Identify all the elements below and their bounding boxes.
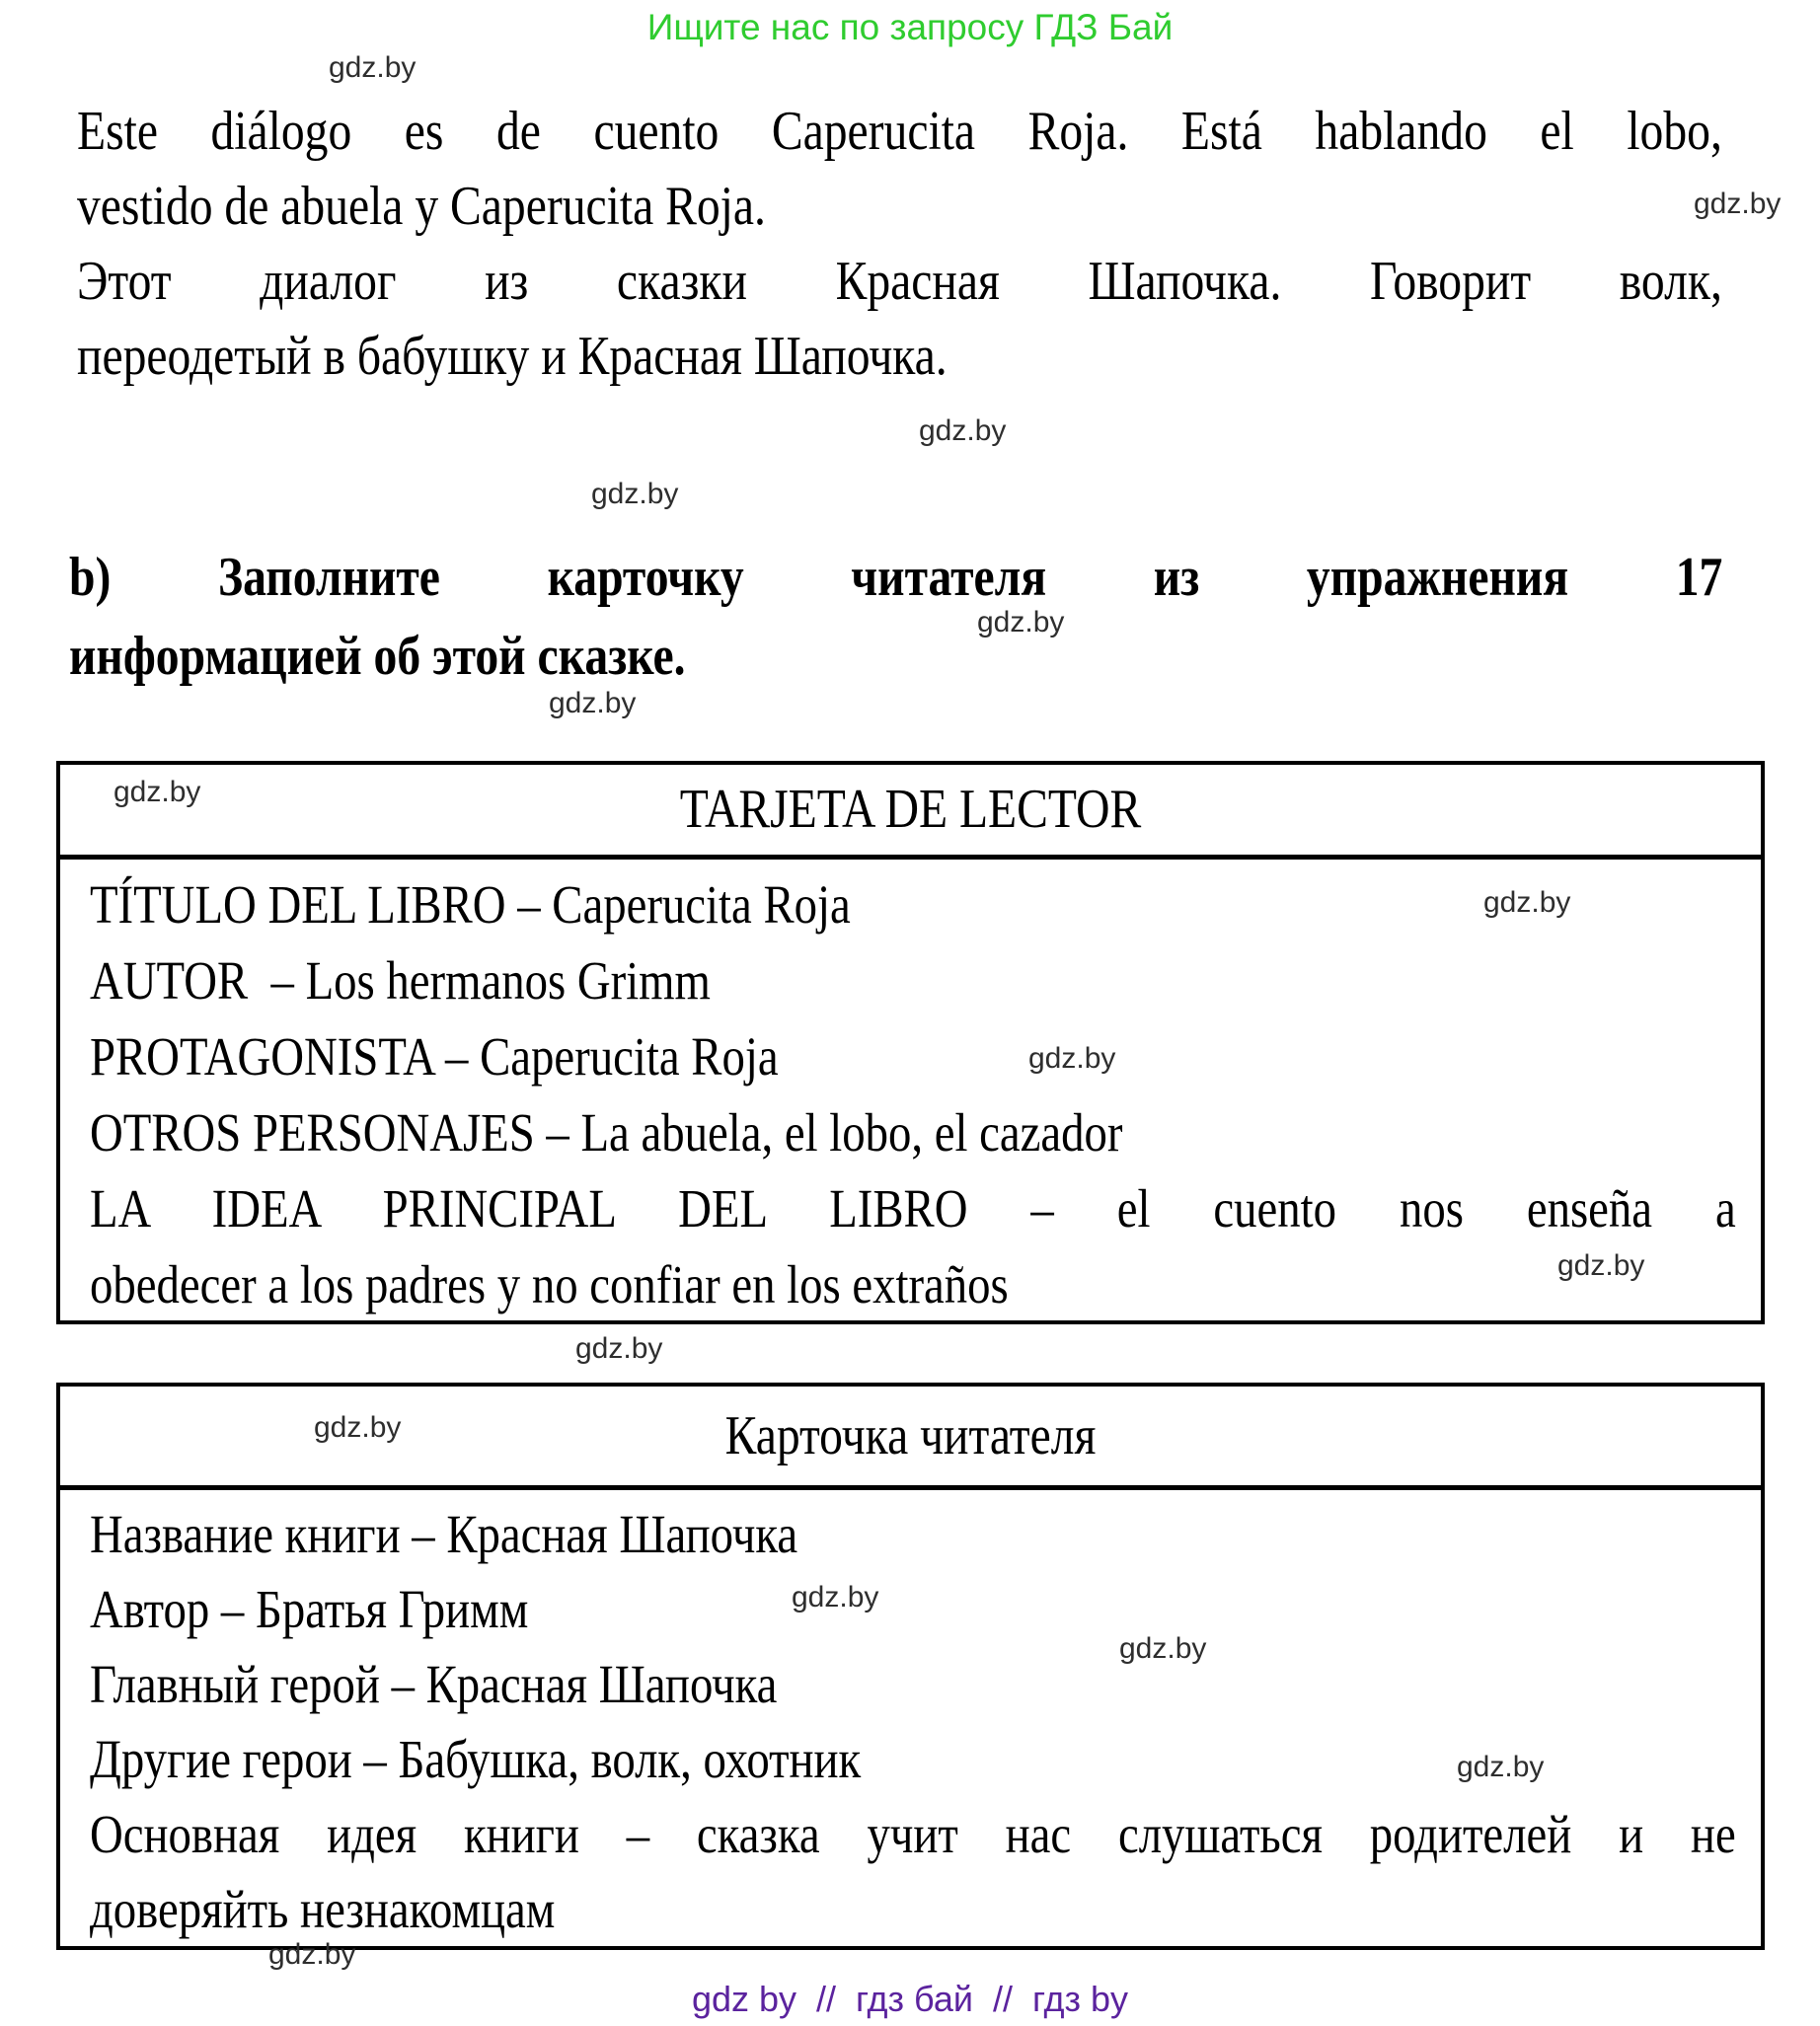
intro-line-russian-2: переодетый в бабушку и Красная Шапочка. bbox=[77, 326, 948, 387]
footer-sitemark: gdz by // гдз бай // гдз by bbox=[691, 1979, 1129, 2019]
gdz-watermark: gdz.by bbox=[268, 1938, 356, 1971]
gdz-watermark: gdz.by bbox=[1557, 1249, 1645, 1282]
reader-card-spanish-body bbox=[60, 860, 1761, 1322]
intro-line-spanish-2: vestido de abuela y Caperucita Roja. bbox=[77, 176, 766, 237]
gdz-watermark: gdz.by bbox=[114, 776, 201, 808]
card-field-drugie-geroi: Другие герои – Бабушка, волк, охотник bbox=[90, 1729, 862, 1789]
gdz-watermark: gdz.by bbox=[549, 687, 637, 719]
intro-paragraphs bbox=[77, 94, 1722, 394]
card-field-glavny-geroy: Главный герой – Красная Шапочка bbox=[90, 1654, 778, 1714]
intro-line-russian-1: Этот диалог из сказки Красная Шапочка. Говорит волк, bbox=[77, 251, 1722, 312]
card-field-nazvanie: Название книги – Красная Шапочка bbox=[90, 1504, 798, 1564]
gdz-watermark: gdz.by bbox=[919, 414, 1007, 447]
gdz-watermark: gdz.by bbox=[1119, 1632, 1207, 1665]
card-field-osn-ideya-1: Основная идея книги – сказка учит нас слушаться родителей и не bbox=[90, 1804, 1736, 1864]
card-field-avtor: Автор – Братья Гримм bbox=[90, 1579, 529, 1639]
gdz-watermark: gdz.by bbox=[1457, 1751, 1545, 1783]
task-heading bbox=[69, 538, 1722, 696]
card-field-idea-1: LA IDEA PRINCIPAL DEL LIBRO – el cuento nos enseña a bbox=[90, 1178, 1736, 1238]
card-field-osn-ideya-2: доверяйть незнакомцам bbox=[90, 1879, 556, 1939]
card-field-idea-2: obedecer a los padres y no confiar en los extraños bbox=[90, 1254, 1009, 1314]
reader-card-spanish bbox=[56, 761, 1765, 1324]
promo-banner: Ищите нас по запросу ГДЗ Бай bbox=[646, 7, 1174, 47]
reader-card-spanish-title: TARJETA DE LECTOR bbox=[679, 779, 1142, 840]
reader-card-russian bbox=[56, 1383, 1765, 1950]
reader-card-spanish-header bbox=[60, 765, 1761, 860]
intro-line-spanish-1: Este diálogo es de cuento Caperucita Roja. Está hablando el lobo, bbox=[77, 101, 1722, 162]
reader-card-russian-body bbox=[60, 1490, 1761, 1947]
reader-card-russian-title: Карточка читателя bbox=[724, 1405, 1097, 1466]
card-field-autor: AUTOR – Los hermanos Grimm bbox=[90, 950, 711, 1011]
gdz-watermark: gdz.by bbox=[329, 51, 417, 84]
card-field-titulo: TÍTULO DEL LIBRO – Caperucita Roja bbox=[90, 874, 851, 935]
gdz-watermark: gdz.by bbox=[1028, 1042, 1116, 1075]
gdz-watermark: gdz.by bbox=[1483, 886, 1571, 919]
card-field-protagonista: PROTAGONISTA – Caperucita Roja bbox=[90, 1026, 779, 1087]
gdz-watermark: gdz.by bbox=[591, 478, 679, 510]
gdz-watermark: gdz.by bbox=[1694, 188, 1782, 220]
card-field-personajes: OTROS PERSONAJES – La abuela, el lobo, el cazador bbox=[90, 1102, 1123, 1163]
gdz-watermark: gdz.by bbox=[575, 1332, 663, 1365]
gdz-watermark: gdz.by bbox=[792, 1581, 879, 1613]
task-heading-line-1: b) Заполните карточку читателя из упражнения 17 bbox=[69, 547, 1723, 608]
task-heading-line-2: информацией об этой сказке. bbox=[69, 626, 686, 687]
gdz-watermark: gdz.by bbox=[977, 606, 1065, 638]
gdz-watermark: gdz.by bbox=[314, 1411, 402, 1444]
